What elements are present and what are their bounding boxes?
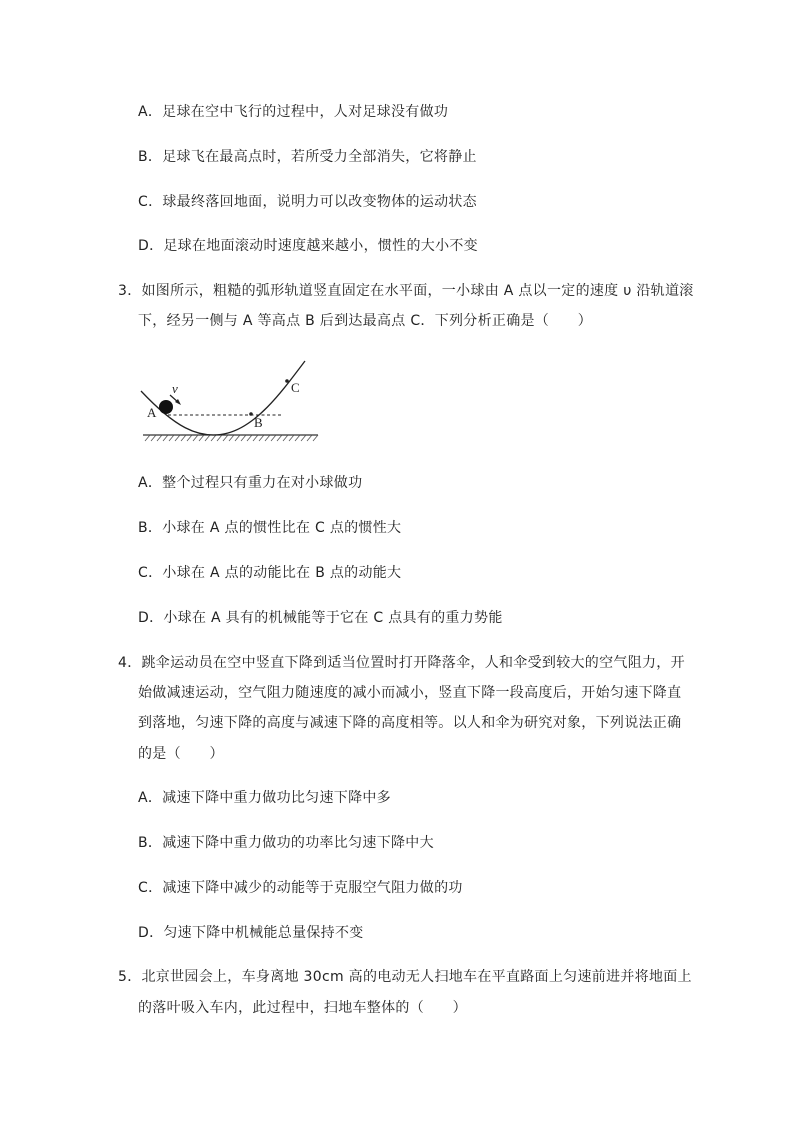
q4-stem-line-4: 的是（ ）: [138, 746, 224, 762]
label-a: A: [147, 405, 157, 420]
q4-option-b: B．减速下降中重力做功的功率比匀速下降中大: [138, 835, 434, 851]
q5-stem-line-2: 的落叶吸入车内，此过程中，扫地车整体的（ ）: [138, 1000, 467, 1016]
q2-option-a: A．足球在空中飞行的过程中，人对足球没有做功: [138, 104, 449, 120]
track-curve: [141, 361, 305, 435]
label-c: C: [291, 380, 300, 395]
q3-stem-line-1: 3．如图所示，粗糙的弧形轨道竖直固定在水平面，一小球由 A 点以一定的速度 υ 沿轨道滚: [118, 283, 694, 299]
q4-stem-line-2: 始做减速运动，空气阻力随速度的减小而减小，竖直下降一段高度后，开始匀速下降直: [138, 685, 682, 701]
q3-option-c: C．小球在 A 点的动能比在 B 点的动能大: [138, 565, 402, 581]
q4-option-c: C．减速下降中减少的动能等于克服空气阻力做的功: [138, 880, 463, 896]
label-b: B: [254, 415, 263, 430]
q2-option-b: B．足球飞在最高点时，若所受力全部消失，它将静止: [138, 149, 477, 165]
q2-option-d: D．足球在地面滚动时速度越来越小，惯性的大小不变: [138, 238, 478, 254]
q3-stem-line-2: 下，经另一侧与 A 等高点 B 后到达最高点 C．下列分析正确是（ ）: [138, 313, 593, 329]
q4-stem-line-3: 到落地，匀速下降的高度与减速下降的高度相等。以人和伞为研究对象，下列说法正确: [138, 715, 682, 731]
track-diagram: [138, 355, 323, 445]
q4-option-a: A．减速下降中重力做功比匀速下降中多: [138, 790, 391, 806]
q4-option-d: D．匀速下降中机械能总量保持不变: [138, 925, 364, 941]
q3-option-d: D．小球在 A 具有的机械能等于它在 C 点具有的重力势能: [138, 610, 503, 626]
q2-option-c: C．球最终落回地面，说明力可以改变物体的运动状态: [138, 194, 477, 210]
label-v: v: [172, 381, 178, 396]
point-b: [249, 412, 253, 416]
q4-stem-line-1: 4．跳伞运动员在空中竖直下降到适当位置时打开降落伞，人和伞受到较大的空气阻力，开: [118, 655, 685, 671]
q3-option-a: A．整个过程只有重力在对小球做功: [138, 475, 363, 491]
q3-option-b: B．小球在 A 点的惯性比在 C 点的惯性大: [138, 520, 402, 536]
q5-stem-line-1: 5．北京世园会上，车身离地 30cm 高的电动无人扫地车在平直路面上匀速前进并将地面上: [118, 969, 692, 985]
ground-hatching: [145, 435, 318, 441]
point-c: [285, 379, 289, 383]
ball: [159, 400, 173, 414]
